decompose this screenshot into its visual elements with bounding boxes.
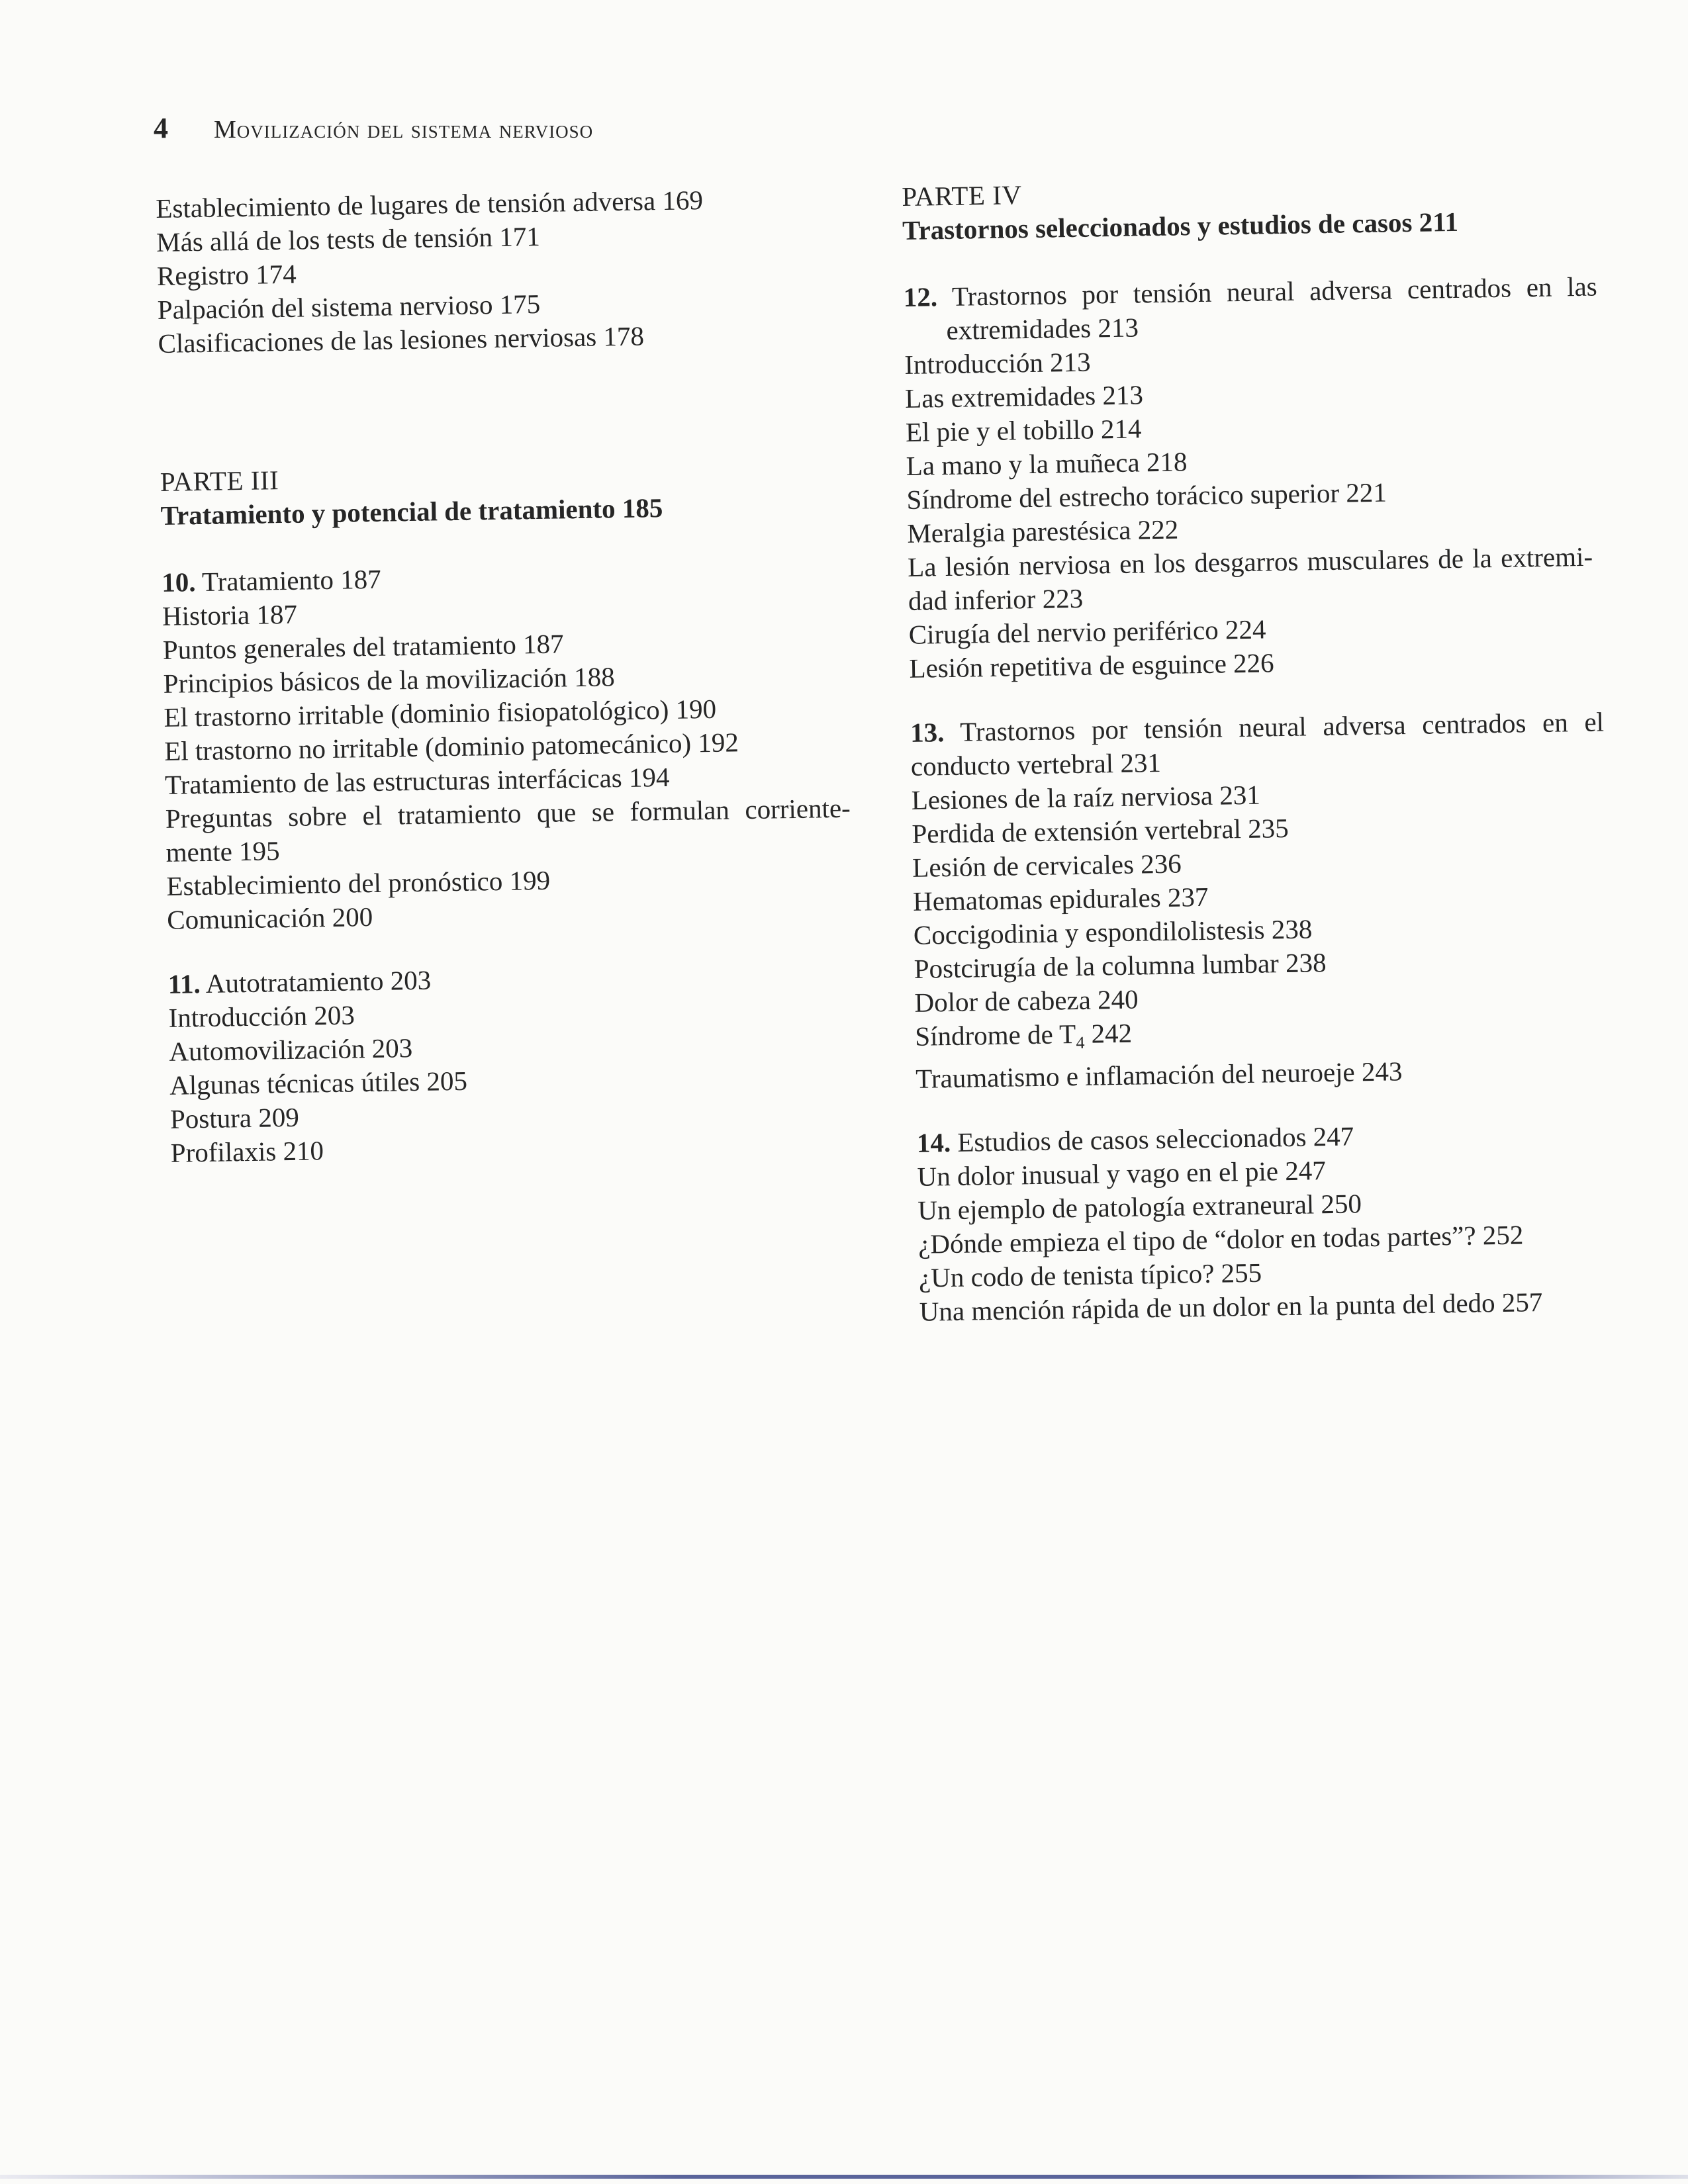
toc-entry: ¿Dónde empieza el tipo de “dolor en todas partes”? 252	[917, 1219, 1524, 1259]
toc-entry: Lesión repetitiva de esguince 226	[909, 647, 1274, 684]
toc-entry: Las extremidades 213	[904, 379, 1144, 414]
toc-entry: Principios básicos de la movilización 188	[163, 661, 616, 699]
toc-entry: Comunicación 200	[166, 901, 373, 935]
chapter-heading	[903, 270, 1597, 348]
toc-entry: Hematomas epidurales 237	[912, 881, 1209, 917]
chapter-number: 14.	[916, 1127, 951, 1158]
toc-entry: Un ejemplo de patología extraneural 250	[917, 1188, 1362, 1226]
chapter-number: 12.	[903, 281, 938, 312]
page-header	[154, 111, 593, 145]
toc-entry: Introducción 213	[904, 346, 1091, 380]
toc-entry: Lesión de cervicales 236	[912, 848, 1182, 883]
toc-entry: Algunas técnicas útiles 205	[169, 1065, 468, 1101]
page-number: 4	[154, 112, 169, 144]
chapter-title: Estudios de casos seleccionados 247	[957, 1120, 1354, 1158]
toc-entry: Coccigodinia y espondilolistesis 238	[913, 913, 1313, 950]
entry-page: 242	[1084, 1017, 1133, 1049]
toc-entry: Perdida de extensión vertebral 235	[912, 812, 1289, 849]
toc-entry: Un dolor inusual y vago en el pie 247	[917, 1155, 1327, 1192]
toc-entry: Postura 209	[169, 1101, 300, 1134]
toc-left-column	[156, 181, 872, 1169]
part-label: PARTE III	[160, 465, 279, 497]
toc-right-column	[902, 169, 1613, 1329]
toc-entry: Síndrome del estrecho torácico superior 221	[906, 477, 1387, 515]
toc-entry: La lesión nerviosa en los desgarros musculares de la extremi-dad inferior 223	[907, 541, 1593, 616]
toc-entry: Palpación del sistema nervioso 175	[157, 288, 541, 325]
spacer	[158, 349, 861, 465]
toc-entry: Traumatismo e inflamación del neuroeje 243	[915, 1056, 1403, 1094]
toc-entry: Profilaxis 210	[170, 1135, 324, 1168]
toc-entry: El trastorno no irritable (dominio patomecánico) 192	[164, 727, 739, 766]
toc-entry: El trastorno irritable (dominio fisiopatológico) 190	[164, 693, 717, 733]
toc-entry: Más allá de los tests de tensión 171	[156, 220, 541, 257]
toc-entry: ¿Un codo de tenista típico? 255	[918, 1257, 1262, 1293]
toc-entry: La mano y la muñeca 218	[906, 446, 1188, 481]
part-label: PARTE IV	[902, 179, 1022, 212]
toc-entry: Preguntas sobre el tratamiento que se formulan corriente-mente 195	[165, 792, 851, 868]
chapter-title: Trastornos por tensión neural adversa centrados en las extremidades 213	[946, 271, 1598, 345]
toc-entry: Una mención rápida de un dolor en la punta del dedo 257	[919, 1287, 1543, 1327]
chapter-title: Autotratamiento 203	[205, 964, 432, 999]
scan-edge-line	[0, 2175, 1688, 2179]
toc-entry: Meralgia parestésica 222	[907, 514, 1179, 549]
toc-entry: Clasificaciones de las lesiones nerviosas 178	[158, 320, 645, 359]
chapter-title: Trastornos por tensión neural adversa centrados en el conducto vertebral 231	[910, 706, 1605, 782]
entry-text: Síndrome de T	[914, 1019, 1076, 1052]
toc-entry: Automovilización 203	[169, 1032, 413, 1067]
toc-entry: Postcirugía de la columna lumbar 238	[914, 947, 1327, 984]
toc-entry: Historia 187	[162, 598, 298, 631]
toc-entry: Establecimiento del pronóstico 199	[166, 864, 551, 901]
toc-entry: Cirugía del nervio periférico 224	[908, 614, 1266, 650]
chapter-heading	[910, 705, 1605, 783]
subscript: 4	[1076, 1032, 1085, 1053]
part-title: Trastornos seleccionados y estudios de casos 211	[902, 206, 1459, 246]
chapter-title: Tratamiento 187	[201, 563, 382, 597]
toc-entry: Establecimiento de lugares de tensión adversa 169	[156, 185, 704, 224]
part-title: Tratamiento y potencial de tratamiento 185	[160, 492, 663, 531]
toc-entry: Lesiones de la raíz nerviosa 231	[911, 779, 1261, 815]
running-title: Movilización del sistema nervioso	[214, 116, 594, 144]
toc-entry: Puntos generales del tratamiento 187	[162, 628, 564, 665]
toc-entry: El pie y el tobillo 214	[905, 413, 1142, 447]
chapter-number: 10.	[161, 567, 196, 598]
toc-entry: Registro 174	[156, 258, 297, 291]
chapter-number: 11.	[167, 968, 201, 999]
chapter-number: 13.	[910, 717, 945, 748]
toc-entry: Dolor de cabeza 240	[914, 983, 1139, 1018]
toc-entry: Tratamiento de las estructuras interfácicas 194	[164, 761, 670, 800]
toc-entry: Introducción 203	[168, 999, 355, 1033]
